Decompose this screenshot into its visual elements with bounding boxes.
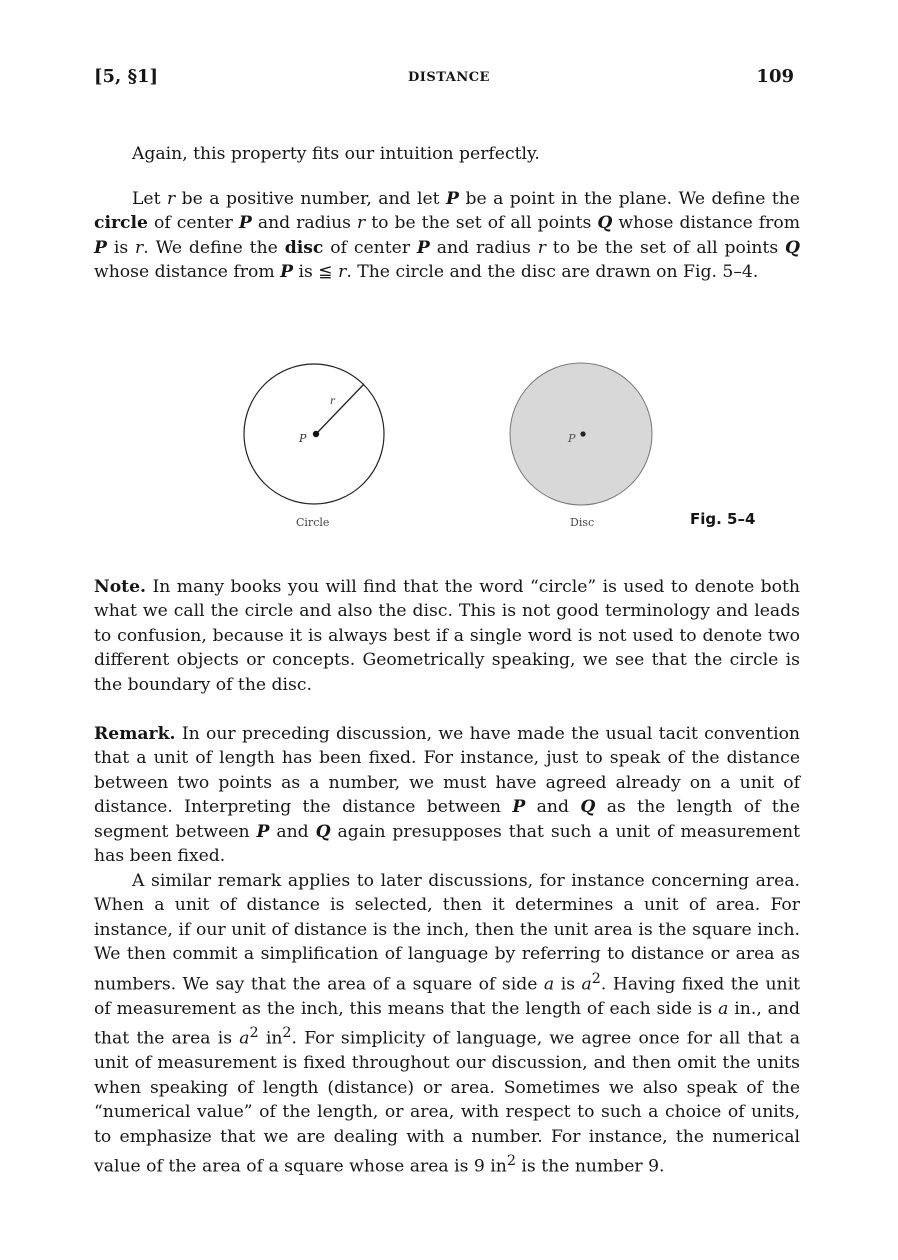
term-circle: circle <box>94 213 148 234</box>
paragraph-definitions: Let r be a positive number, and let P be a point in the plane. We define the circle of center P and radius r to be the set of all points Q whose distance from P is r. We define the disc of center P and radius r to be the set of all points Q whose distance from P is ≦ r. The circle and the disc are drawn on Fig. 5–4. <box>94 189 801 283</box>
paragraph-units: A similar remark applies to later discussions, for instance concerning area. When a unit of distance is selected, then it determines a unit of area. For instance, if our unit of distance is the inch, then the unit area is the square inch. We then commit a simplification of language by referring to distance or area as numbers. We say that the area of a square of side a is $a^2$. Having fixed the unit of measurement as the inch, this means that the length of each side is a in., and that the area is $a^2$ $in^2$. For simplicity of language, we agree once for all that a unit of measurement is fixed throughout our discussion, and then omit the units when speaking of length (distance) or area. Sometimes we also speak of the “numerical value” of the length, or area, with respect to such a choice of units, to emphasize that we are dealing with a number. For instance, the numerical value of the area of a square whose area is 9 $in^2$ is the number 9. <box>94 871 801 1177</box>
figure-label: Fig. 5–4 <box>690 510 756 528</box>
figure-circle-and-disc <box>0 352 898 542</box>
note-lead: Note. <box>94 577 147 597</box>
disc-center-label: P <box>568 432 576 445</box>
section-reference: [5, §1] <box>94 66 159 87</box>
running-title: DISTANCE <box>408 70 490 85</box>
disc-center-point <box>580 431 585 436</box>
disc-caption: Disc <box>570 516 595 529</box>
radius-segment <box>316 384 364 434</box>
paragraph-remark: Remark. In our preceding discussion, we have made the usual tacit convention that a unit of length has been fixed. For instance, just to speak of the distance between two points as a number, we must have agreed already on a unit of distance. Interpreting the distance between P and Q as the length of the segment between P and Q again presupposes that such a unit of measurement has been fixed. <box>94 724 800 867</box>
term-disc: disc <box>284 237 324 258</box>
page-number: 109 <box>756 66 794 87</box>
paragraph-intuition: Again, this property fits our intuition perfectly. <box>132 144 540 164</box>
circle-diagram <box>244 364 384 504</box>
disc-diagram <box>510 363 652 505</box>
radius-label: r <box>330 396 335 407</box>
circle-caption: Circle <box>296 516 330 529</box>
center-point <box>313 431 319 437</box>
paragraph-note: Note. In many books you will find that the word “circle” is used to denote both what we call the circle and also the disc. This is not good terminology and leads to confusion, because it is always best if a single word is not used to denote two different objects or concepts. Geometrically speaking, we see that the circle is the boundary of the disc. <box>94 577 800 695</box>
center-label: P <box>299 432 307 445</box>
remark-lead: Remark. <box>94 724 176 744</box>
